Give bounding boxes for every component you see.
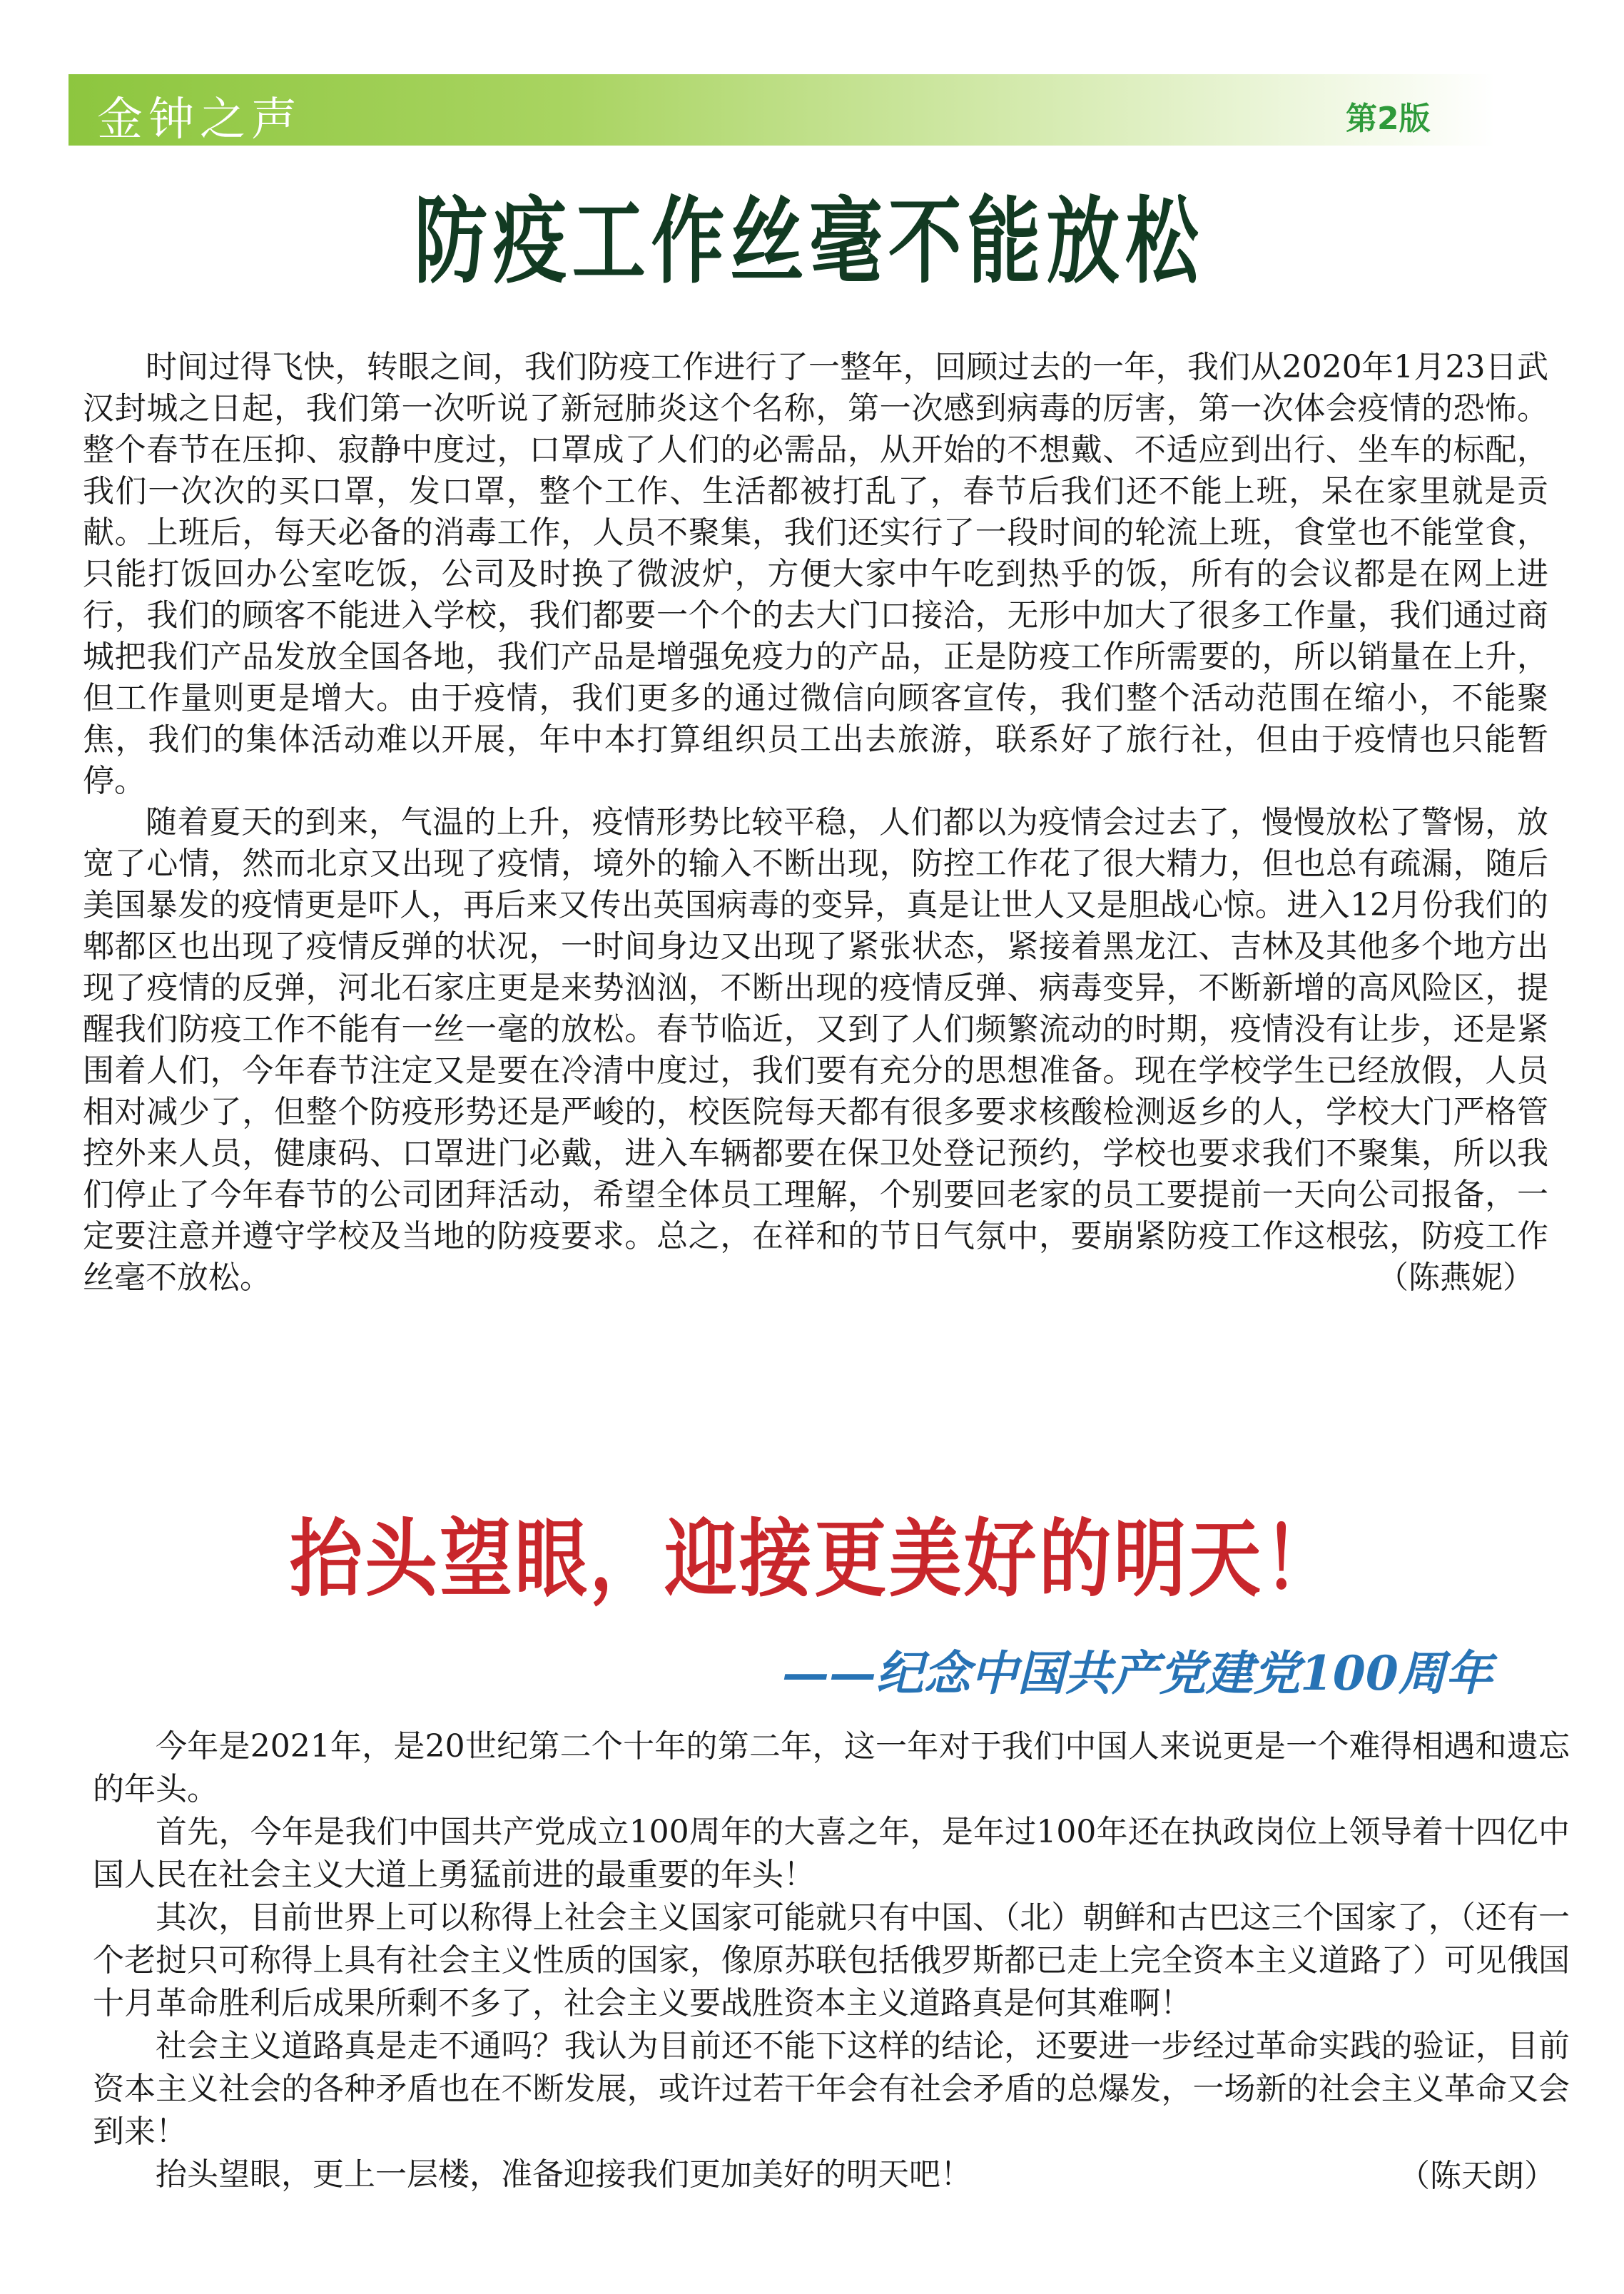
article1-title: 防疫工作丝毫不能放松 — [414, 187, 1204, 297]
article2-paragraph: 首先，今年是我们中国共产党成立100周年的大喜之年，是年过100年还在执政岗位上领导着十四亿中国人民在社会主义大道上勇猛前进的最重要的年头！ — [93, 1814, 1570, 1893]
article2-paragraph: 今年是2021年，是20世纪第二个十年的第二年，这一年对于我们中国人来说更是一个难得相遇和遗忘的年头。 — [93, 1728, 1570, 1807]
article2-subtitle: ——纪念中国共产党建党100周年 — [782, 1645, 1493, 1701]
article2-title: 抬头望眼，迎接更美好的明天！ — [290, 1510, 1339, 1608]
article1-author: （陈燕妮） — [1377, 1259, 1534, 1296]
article2-body — [93, 1725, 1570, 2198]
article1-body — [83, 347, 1548, 1299]
article1-paragraph: 时间过得飞快，转眼之间，我们防疫工作进行了一整年，回顾过去的一年，我们从2020年1月23日武汉封城之日起，我们第一次听说了新冠肺炎这个名称，第一次感到病毒的厉害，第一次体会疫情的恐怖。整个春节在压抑、寂静中度过，口罩成了人们的必需品，从开始的不想戴、不适应到出行、坐车的标配，我们一次次的买口罩，发口罩，整个工作、生活都被打乱了，春节后我们还不能上班，呆在家里就是贡献。上班后，每天必备的消毒工作，人员不聚集，我们还实行了一段时间的轮流上班，食堂也不能堂食，只能打饭回办公室吃饭，公司及时换了微波炉，方便大家中午吃到热乎的饭，所有的会议都是在网上进行，我们的顾客不能进入学校，我们都要一个个的去大门口接洽，无形中加大了很多工作量，我们通过商城把我们产品发放全国各地，我们产品是增强免疫力的产品，正是防疫工作所需要的，所以销量在上升，但工作量则更是增大。由于疫情，我们更多的通过微信向顾客宣传，我们整个活动范围在缩小，不能聚焦，我们的集体活动难以开展，年中本打算组织员工出去旅游，联系好了旅行社，但由于疫情也只能暂停。 — [83, 349, 1548, 799]
page-number: 第2版 — [1346, 101, 1431, 137]
article2-paragraph: 社会主义道路真是走不通吗？我认为目前还不能下这样的结论，还要进一步经过革命实践的验证，目前资本主义社会的各种矛盾也在不断发展，或许过若干年会有社会矛盾的总爆发，一场新的社会主义革命又会到来！ — [93, 2028, 1570, 2150]
masthead-banner — [68, 74, 1496, 146]
article1-paragraph: 随着夏天的到来，气温的上升，疫情形势比较平稳，人们都以为疫情会过去了，慢慢放松了警惕，放宽了心情，然而北京又出现了疫情，境外的输入不断出现，防控工作花了很大精力，但也总有疏漏，随后美国暴发的疫情更是吓人，再后来又传出英国病毒的变异，真是让世人又是胆战心惊。进入12月份我们的郫都区也出现了疫情反弹的状况，一时间身边又出现了紧张状态，紧接着黑龙江、吉林及其他多个地方出现了疫情的反弹，河北石家庄更是来势汹汹，不断出现的疫情反弹、病毒变异，不断新增的高风险区，提醒我们防疫工作不能有一丝一毫的放松。春节临近，又到了人们频繁流动的时期，疫情没有让步，还是紧围着人们，今年春节注定又是要在冷清中度过，我们要有充分的思想准备。现在学校学生已经放假，人员相对减少了，但整个防疫形势还是严峻的，校医院每天都有很多要求核酸检测返乡的人，学校大门严格管控外来人员，健康码、口罩进门必戴，进入车辆都要在保卫处登记预约，学校也要求我们不聚集，所以我们停止了今年春节的公司团拜活动，希望全体员工理解，个别要回老家的员工要提前一天向公司报备，一定要注意并遵守学校及当地的防疫要求。总之，在祥和的节日气氛中，要崩紧防疫工作这根弦，防疫工作丝毫不放松。 — [83, 804, 1548, 1296]
article2-paragraph: 抬头望眼，更上一层楼，准备迎接我们更加美好的明天吧！ — [156, 2156, 972, 2193]
article2-author: （陈天朗） — [1399, 2158, 1556, 2194]
article2-paragraph: 其次，目前世界上可以称得上社会主义国家可能就只有中国、（北）朝鲜和古巴这三个国家了，（还有一个老挝只可称得上具有社会主义性质的国家，像原苏联包括俄罗斯都已走上完全资本主义道路了）可见俄国十月革命胜利后成果所剩不多了，社会主义要战胜资本主义道路真是何其难啊！ — [93, 1899, 1570, 2021]
newspaper-name: 金钟之声 — [97, 93, 303, 146]
